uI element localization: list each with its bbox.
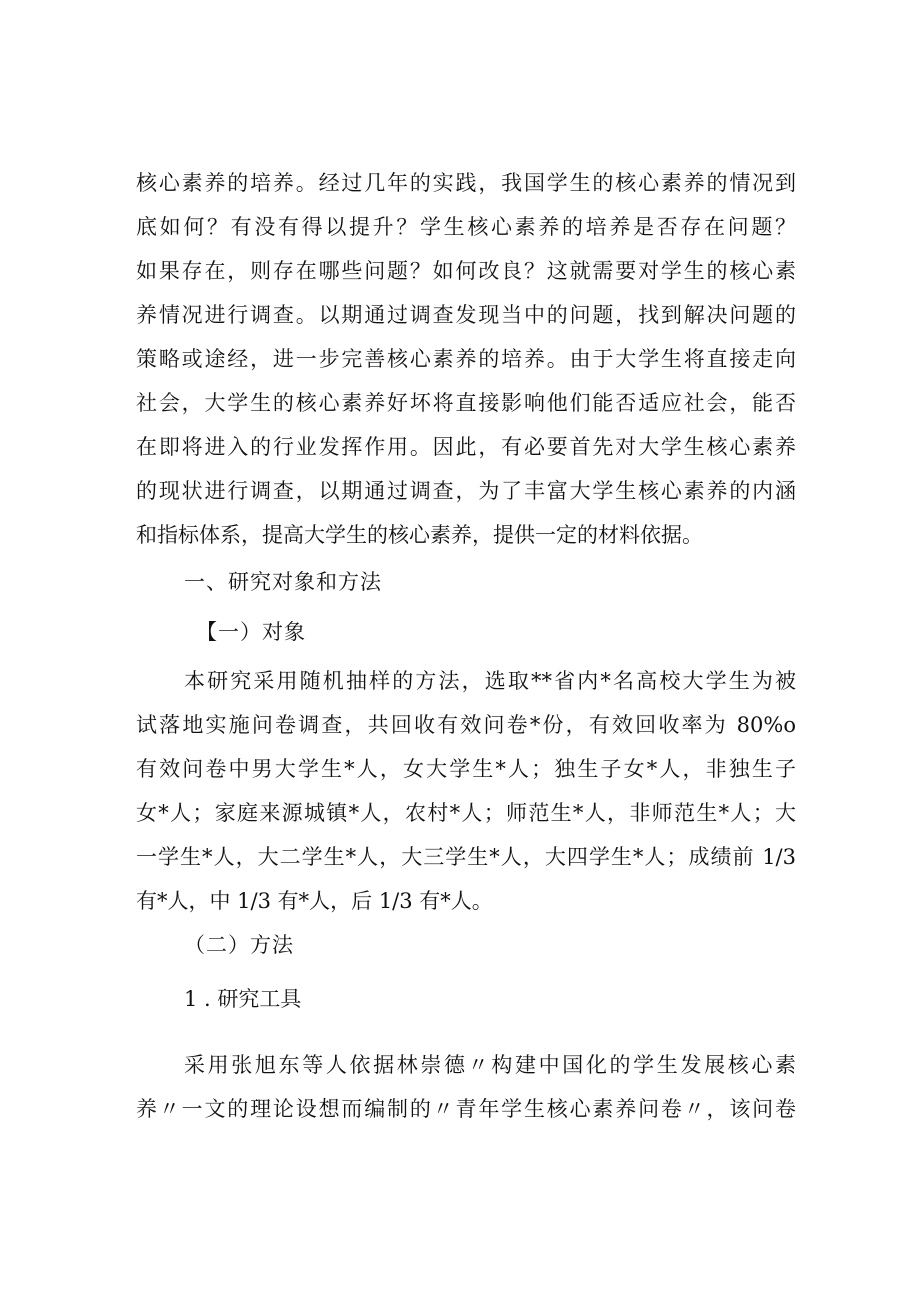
paragraph-line: 在即将进入的行业发挥作用。因此，有必要首先对大学生核心素养 [136, 435, 796, 459]
paragraph-line: 本研究采用随机抽样的方法，选取**省内*名高校大学生为被 [184, 669, 796, 693]
paragraph-line: 有*人，中 1/3 有*人，后 1/3 有*人。 [136, 889, 493, 913]
paragraph-line: 如果存在，则存在哪些问题？如何改良？这就需要对学生的核心素 [136, 259, 796, 283]
paragraph-line: 的现状进行调查，以期通过调查，为了丰富大学生核心素养的内涵 [136, 479, 796, 503]
paragraph-line: 社会，大学生的核心素养好坏将直接影响他们能否适应社会，能否 [136, 391, 796, 415]
paragraph-line: 一学生*人，大二学生*人，大三学生*人，大四学生*人；成绩前 1/3 [136, 845, 796, 869]
paragraph-line: 核心素养的培养。经过几年的实践，我国学生的核心素养的情况到 [136, 171, 796, 195]
paragraph-line: 采用张旭东等人依据林崇德〃构建中国化的学生发展核心素 [184, 1053, 796, 1077]
paragraph-line: 底如何？有没有得以提升？学生核心素养的培养是否存在问题？ [136, 215, 796, 239]
paragraph-line: 和指标体系，提高大学生的核心素养，提供一定的材料依据。 [136, 523, 703, 547]
paragraph-line: 有效问卷中男大学生*人，女大学生*人；独生子女*人，非独生子 [136, 757, 796, 781]
paragraph-line: 试落地实施问卷调查，共回收有效问卷*份，有效回收率为 80%o [136, 713, 796, 737]
paragraph-line: 养〃一文的理论设想而编制的〃青年学生核心素养问卷〃，该问卷 [136, 1097, 796, 1121]
paragraph-line: 策略或途经，进一步完善核心素养的培养。由于大学生将直接走向 [136, 347, 796, 371]
subsection-heading: （二）方法 [184, 933, 294, 957]
paragraph-line: 养情况进行调查。以期通过调查发现当中的问题，找到解决问题的 [136, 303, 796, 327]
item-heading: 1 . 研究工具 [184, 987, 302, 1011]
section-heading: 一、研究对象和方法 [184, 570, 382, 594]
subsection-heading: 【一）对象 [196, 620, 306, 644]
paragraph-line: 女*人；家庭来源城镇*人，农村*人；师范生*人，非师范生*人；大 [136, 801, 796, 825]
